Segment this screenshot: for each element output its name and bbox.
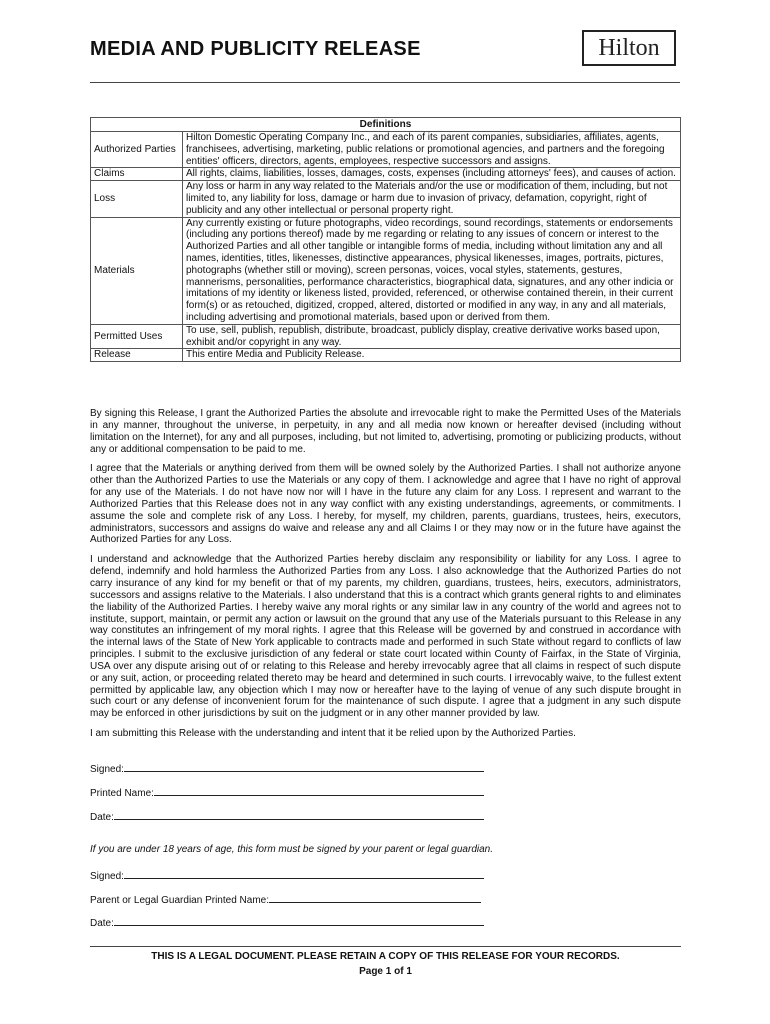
definition-text: This entire Media and Publicity Release. <box>183 349 681 362</box>
guardian-date-field[interactable] <box>90 915 484 929</box>
printed-name-line[interactable] <box>154 785 484 796</box>
signed-field[interactable] <box>90 761 484 775</box>
date-field[interactable] <box>90 809 484 823</box>
liability-paragraph: I understand and acknowledge that the Authorized Parties hereby disclaim any responsibility or liability for any Loss. I agree to defend, indemnify and hold harmless the Authorized Parties from any Loss. I also acknowledge that the Authorized Parties do not carry insurance of any kind for my benefit or that of my parents, my children, guardians, trustees, heirs, executors, administrators, successors and assigns relative to the Materials. I also understand that this is a contract which grants general rights to and eliminates the liability of the Authorized Parties. I hereby waive any moral rights or any similar law in any country of the world and agrees not to institute, support, maintain, or permit any action or lawsuit on the ground that any use of the Materials pursuant to this Release in any way constitutes an infringement of my moral rights. I agree that this Release will be governed by and construed in accordance with the internal laws of the State of New York applicable to contracts made and performed in such State without regard to conflicts of law principles. I submit to the exclusive jurisdiction of any federal or state court located within County of Fairfax, in the State of Virginia, USA over any dispute arising out of or relating to this Release and hereby irrevocably agree that all claims in respect of such dispute or any suit, action, or proceeding related thereto may be heard and determined in such courts. I irrevocably waive, to the fullest extent permitted by applicable law, any objection which I may now or hereafter have to the laying of venue of any such dispute brought in such court or any defense of inconvenient forum for the maintenance of such dispute. I agree that a judgment in any such dispute may be enforced in other jurisdictions by suit on the judgment or in any other manner provided by law. <box>90 554 681 720</box>
guardian-date-line[interactable] <box>114 915 484 926</box>
footer-divider <box>90 946 681 947</box>
guardian-signed-label: Signed: <box>90 871 124 882</box>
guardian-signed-field[interactable] <box>90 868 484 882</box>
hilton-logo: Hilton <box>582 30 676 66</box>
ownership-paragraph: I agree that the Materials or anything derived from them will be owned solely by the Authorized Parties. I shall not authorize anyone other than the Authorized Parties to use the Materials or any copy of them. I acknowledge and agree that I have no right of approval for any use of the Materials. I do not have now nor will I have in the future any claim for any Loss. I represent and warrant to the Authorized Parties that this Release does not in any way conflict with any existing understandings, agreements, or commitments. I assume the sole and complete risk of any Loss. I hereby, for myself, my children, parents, guardians, trustees, heirs, executors, administrators, successors and assigns do waive and release any and all Claims I or they may now or in the future have against the Authorized Parties for any Loss. <box>90 463 681 546</box>
page-number: Page 1 of 1 <box>359 966 412 977</box>
definition-text: Hilton Domestic Operating Company Inc., and each of its parent companies, subsidiaries, affiliates, agents, franchisees, advertising, marketing, public relations or promotional agencies, and partners and the foregoing entities' officers, directors, agents, employees, respective successors and assigns. <box>183 132 681 168</box>
definition-term: Claims <box>91 168 183 181</box>
signed-label: Signed: <box>90 764 124 775</box>
minor-note: If you are under 18 years of age, this form must be signed by your parent or legal guardian. <box>90 844 494 855</box>
guardian-signed-line[interactable] <box>124 868 484 879</box>
definition-text: Any currently existing or future photographs, video recordings, sound recordings, statements or endorsements (including any portions thereof) made by me regarding or relating to any issues of concern or interest to the Authorized Parties and all other tangible or intangible forms of media, including without limitation any and all names, identities, titles, likenesses, distinctive appearances, physical likenesses, images, portraits, pictures, photographs (whether still or moving), screen personas, voices, vocal styles, statements, gestures, mannerisms, personalities, performance characteristics, biographical data, signatures, and any other indicia or imitations of my identity or likeness listed, provided, referenced, or otherwise contained therein, in their current form(s) or as retouched, digitized, cropped, altered, distorted or modified in any way, in any and all materials, including advertising and promotional materials, based upon or derived from them. <box>183 217 681 324</box>
definition-text: To use, sell, publish, republish, distribute, broadcast, publicly display, creative derivative works based upon, exhibit and/or copyright in any way. <box>183 324 681 349</box>
date-line[interactable] <box>114 809 484 820</box>
definition-term: Permitted Uses <box>91 324 183 349</box>
definition-term: Authorized Parties <box>91 132 183 168</box>
definition-row <box>91 168 681 181</box>
definition-row <box>91 181 681 217</box>
guardian-name-label: Parent or Legal Guardian Printed Name: <box>90 895 269 906</box>
definition-row <box>91 349 681 362</box>
date-label: Date: <box>90 812 114 823</box>
definition-term: Materials <box>91 217 183 324</box>
printed-name-label: Printed Name: <box>90 788 154 799</box>
definitions-heading: Definitions <box>91 118 681 132</box>
legal-notice: THIS IS A LEGAL DOCUMENT. PLEASE RETAIN A COPY OF THIS RELEASE FOR YOUR RECORDS. <box>151 951 620 962</box>
printed-name-field[interactable] <box>90 785 484 799</box>
definition-row <box>91 324 681 349</box>
guardian-name-field[interactable] <box>90 892 481 906</box>
definition-term: Loss <box>91 181 183 217</box>
definitions-header-row <box>91 118 681 132</box>
signed-line[interactable] <box>124 761 484 772</box>
definition-term: Release <box>91 349 183 362</box>
reliance-paragraph: I am submitting this Release with the understanding and intent that it be relied upon by the Authorized Parties. <box>90 728 576 740</box>
definition-row <box>91 217 681 324</box>
guardian-date-label: Date: <box>90 918 114 929</box>
definitions-table <box>90 117 681 362</box>
definition-row <box>91 132 681 168</box>
header-divider <box>90 82 680 83</box>
definition-text: All rights, claims, liabilities, losses, damages, costs, expenses (including attorneys' fees), and causes of action. <box>183 168 681 181</box>
document-title: MEDIA AND PUBLICITY RELEASE <box>90 38 421 60</box>
grant-paragraph: By signing this Release, I grant the Authorized Parties the absolute and irrevocable right to make the Permitted Uses of the Materials in any manner, throughout the universe, in perpetuity, in any and all media now known or hereafter devised (including without limitation on the Internet), for any and all purposes, including, but not limited to, advertising, promoting or publicizing products, without any or additional compensation to be paid to me. <box>90 408 681 455</box>
guardian-name-line[interactable] <box>269 892 481 903</box>
release-body <box>90 408 681 748</box>
definition-text: Any loss or harm in any way related to the Materials and/or the use or modification of them, including, but not limited to, any liability for loss, damage or harm due to invasion of privacy, defamation, copyright, right of publicity and any other intellectual or personal property right. <box>183 181 681 217</box>
